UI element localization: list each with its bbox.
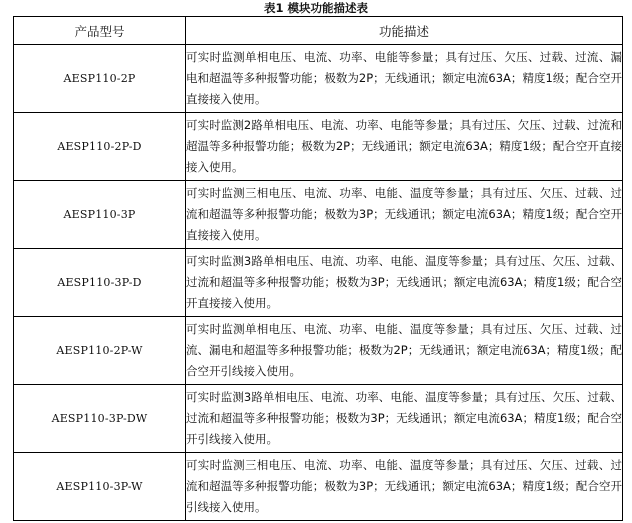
function-description-cell: 可实时监测三相电压、电流、功率、电能、温度等参量；具有过压、欠压、过载、过流和超温等多种报警功能；极数为3P；无线通讯；额定电流63A；精度1级；配合空开引线接入使用。: [186, 453, 623, 521]
table-row: [14, 113, 623, 181]
product-model-cell: AESP110-3P: [14, 181, 186, 249]
function-description-cell: 可实时监测单相电压、电流、功率、电能、温度等参量；具有过压、欠压、过载、过流、漏电和超温等多种报警功能；极数为2P；无线通讯；额定电流63A；精度1级；配合空开引线接入使用。: [186, 317, 623, 385]
product-model-cell: AESP110-2P-D: [14, 113, 186, 181]
table-row: [14, 249, 623, 317]
product-model-cell: AESP110-3P-DW: [14, 385, 186, 453]
table-row: [14, 453, 623, 521]
header-function-description: 功能描述: [186, 17, 623, 45]
table-row: [14, 45, 623, 113]
table-caption: 表1 模块功能描述表: [263, 1, 368, 15]
function-description-cell: 可实时监测2路单相电压、电流、功率、电能等参量；具有过压、欠压、过载、过流和超温等多种报警功能；极数为2P；无线通讯；额定电流63A；精度1级；配合空开直接接入使用。: [186, 113, 623, 181]
function-description-cell: 可实时监测3路单相电压、电流、功率、电能、温度等参量；具有过压、欠压、过载、过流和超温等多种报警功能；极数为3P；无线通讯；额定电流63A；精度1级；配合空开直接接入使用。: [186, 249, 623, 317]
function-description-cell: 可实时监测3路单相电压、电流、功率、电能、温度等参量；具有过压、欠压、过载、过流和超温等多种报警功能；极数为3P；无线通讯；额定电流63A；精度1级；配合空开引线接入使用。: [186, 385, 623, 453]
function-description-cell: 可实时监测单相电压、电流、功率、电能等参量；具有过压、欠压、过载、过流、漏电和超温等多种报警功能；极数为2P；无线通讯；额定电流63A；精度1级；配合空开直接接入使用。: [186, 45, 623, 113]
product-model-cell: AESP110-3P-D: [14, 249, 186, 317]
header-product-model: 产品型号: [14, 17, 186, 45]
table-row: [14, 385, 623, 453]
function-description-cell: 可实时监测三相电压、电流、功率、电能、温度等参量；具有过压、欠压、过载、过流和超温等多种报警功能；极数为3P；无线通讯；额定电流63A；精度1级；配合空开直接接入使用。: [186, 181, 623, 249]
product-model-cell: AESP110-2P-W: [14, 317, 186, 385]
module-function-table: [13, 16, 623, 521]
table-row: [14, 181, 623, 249]
table-header-row: [14, 17, 623, 45]
product-model-cell: AESP110-2P: [14, 45, 186, 113]
table-row: [14, 317, 623, 385]
product-model-cell: AESP110-3P-W: [14, 453, 186, 521]
